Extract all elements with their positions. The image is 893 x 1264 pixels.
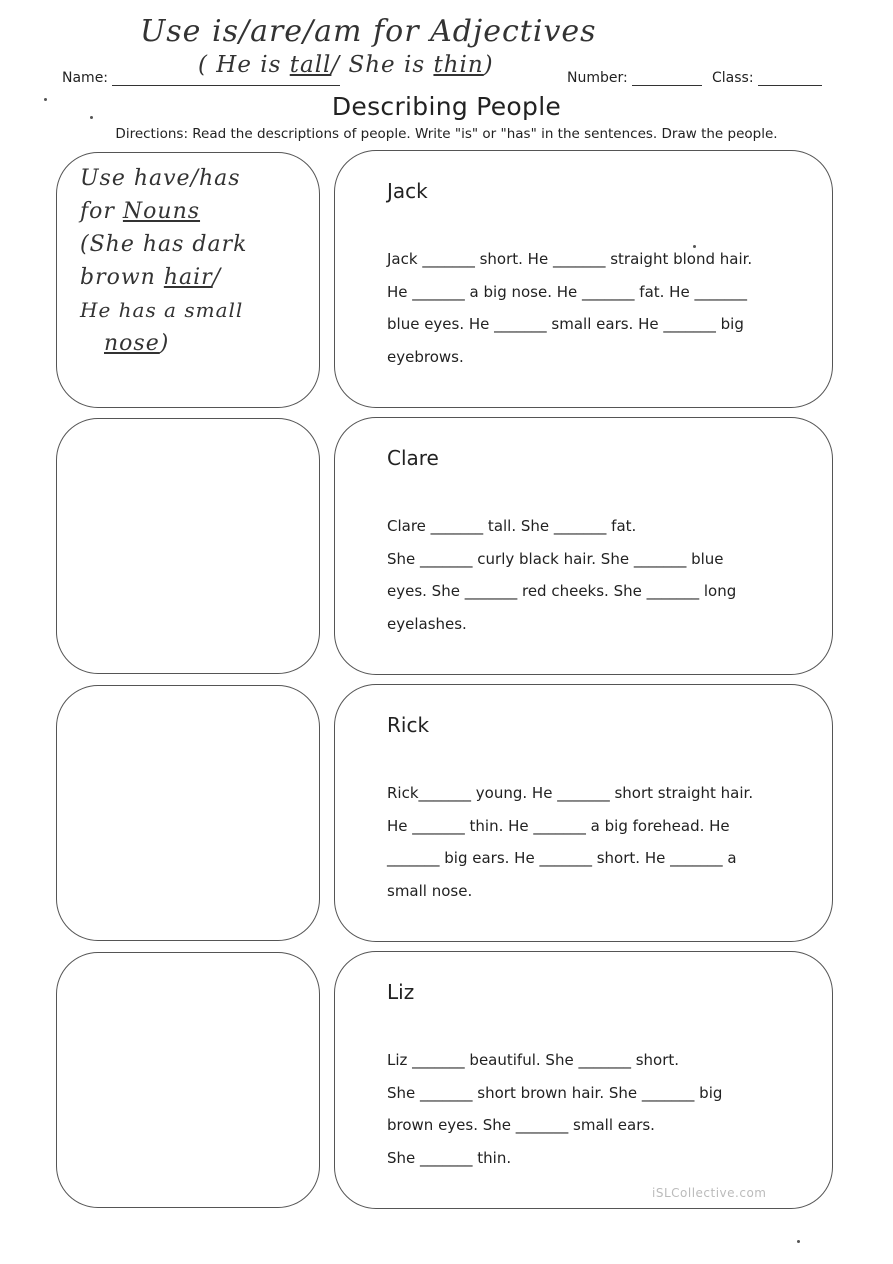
directions-text: Directions: Read the descriptions of people. Write "is" or "has" in the sentences. Draw the people. (115, 126, 778, 142)
name-blank[interactable] (112, 73, 340, 86)
number-blank[interactable] (632, 73, 702, 86)
description-text: Liz _______ beautiful. She _______ short. She _______ short brown hair. She _______ big brown eyes. She _______ small ears. She _______ thin. (387, 1051, 723, 1167)
drawing-box-rick[interactable] (56, 685, 320, 941)
number-label: Number: (567, 70, 628, 86)
class-label: Class: (712, 70, 754, 86)
person-name: Jack (387, 179, 428, 203)
handwritten-example-adjectives: ( He is tall/ She is thin) (198, 52, 494, 78)
person-name: Clare (387, 446, 439, 470)
description-text: Jack _______ short. He _______ straight blond hair. He _______ a big nose. He _______ fat. He _______ blue eyes. He _______ small ears. He _______ big eyebrows. (387, 250, 753, 366)
person-name: Liz (387, 980, 415, 1004)
drawing-box-clare[interactable] (56, 418, 320, 674)
number-field[interactable] (567, 70, 702, 86)
description-card-liz (334, 951, 833, 1209)
name-label: Name: (62, 70, 109, 86)
drawing-box-liz[interactable] (56, 952, 320, 1208)
name-field[interactable] (62, 70, 340, 86)
description-card-jack (334, 150, 833, 408)
scan-speck (693, 245, 696, 248)
description-text: Rick_______ young. He _______ short straight hair. He _______ thin. He _______ a big forehead. He _______ big ears. He _______ short. He _______ a small nose. (387, 784, 754, 900)
description-card-rick (334, 684, 833, 942)
handwritten-note-nouns: Use have/has for Nouns (She has dark brown hair/ He has a small nose) (80, 166, 248, 356)
class-blank[interactable] (758, 73, 822, 86)
scan-speck (797, 1240, 800, 1243)
class-field[interactable] (712, 70, 822, 86)
description-card-clare (334, 417, 833, 675)
scan-speck (44, 98, 47, 101)
handwritten-note-adjectives: Use is/are/am for Adjectives (140, 14, 597, 49)
description-text: Clare _______ tall. She _______ fat. She _______ curly black hair. She _______ blue eyes. She _______ red cheeks. She _______ long eyelashes. (387, 517, 737, 633)
watermark: iSLCollective.com (652, 1186, 767, 1200)
person-name: Rick (387, 713, 430, 737)
worksheet-title: Describing People (331, 92, 562, 121)
scan-speck (90, 116, 93, 119)
